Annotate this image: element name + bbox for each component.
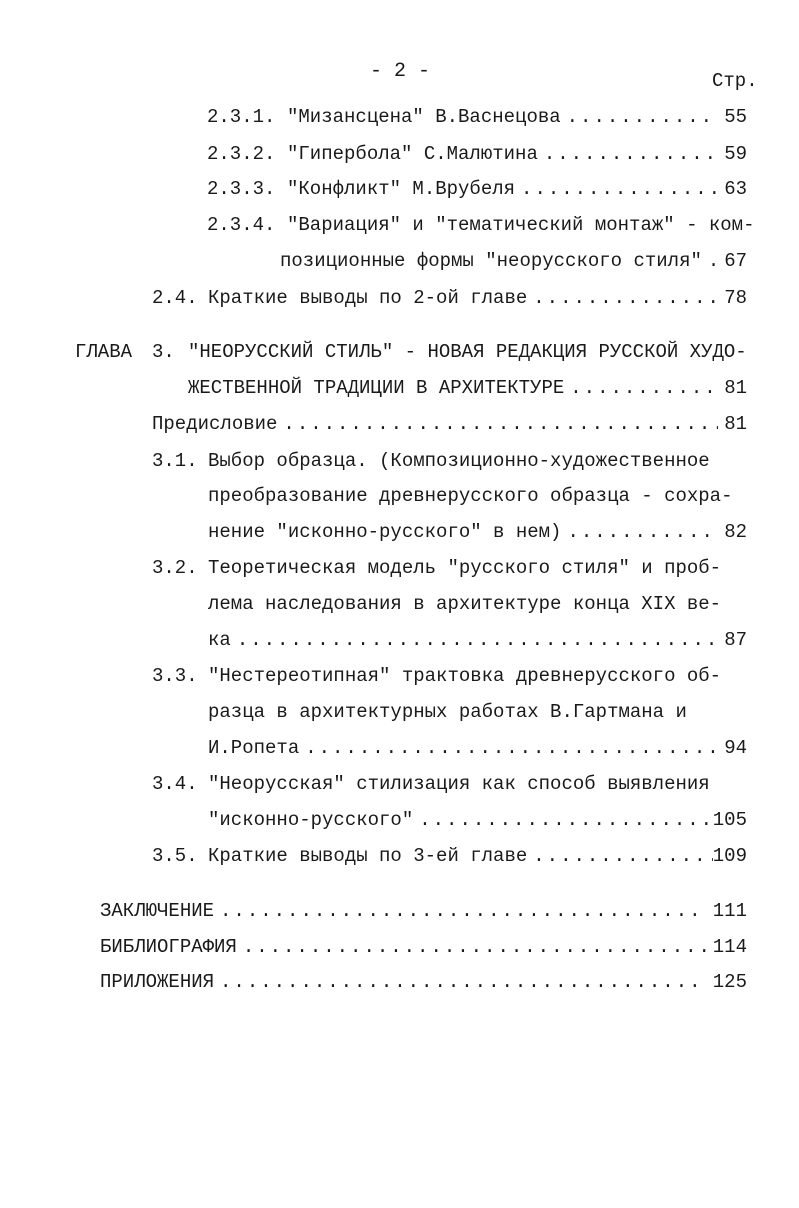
toc-entry-bibliography [100, 938, 747, 957]
toc-page: 82 [724, 521, 747, 543]
toc-leader-dots [419, 811, 713, 830]
toc-page: 87 [724, 629, 747, 651]
toc-page: 81 [724, 377, 747, 399]
chapter-label: ГЛАВА [75, 341, 133, 363]
toc-num-2-3-2: 2.3.2. [207, 143, 276, 165]
toc-num-3-5: 3.5. [152, 845, 198, 867]
toc-entry-3-5 [208, 847, 747, 866]
toc-title: Предисловие [152, 413, 278, 435]
toc-entry-3-4 [208, 811, 747, 830]
toc-title: БИБЛИОГРАФИЯ [100, 936, 237, 958]
toc-leader-dots [305, 739, 718, 758]
chapter-num: 3. [152, 341, 175, 363]
toc-entry-chapter-3 [188, 379, 747, 398]
toc-leader-dots [533, 289, 718, 308]
toc-page: 55 [724, 106, 747, 128]
toc-num-2-3-1: 2.3.1. [207, 106, 276, 128]
toc-title: ЗАКЛЮЧЕНИЕ [100, 900, 215, 922]
toc-leader-dots [220, 902, 707, 921]
toc-gap [708, 252, 718, 271]
toc-num-3-4: 3.4. [152, 773, 198, 795]
toc-title-line1: "Вариация" и "тематический монтаж" - ком- [287, 214, 755, 236]
toc-page: 109 [712, 845, 747, 867]
page-number: - 2 - [370, 60, 431, 83]
toc-leader-dots [570, 379, 718, 398]
toc-entry-2-3-3 [287, 180, 747, 199]
toc-page: 114 [712, 936, 747, 958]
chapter-title-line1: "НЕОРУССКИЙ СТИЛЬ" - НОВАЯ РЕДАКЦИЯ РУССКОЙ ХУДО- [188, 341, 747, 363]
toc-entry-preface [152, 415, 747, 434]
toc-title-line1: "Неорусская" стилизация как способ выявления [208, 773, 710, 795]
toc-title: Краткие выводы по 2-ой главе [208, 287, 528, 309]
toc-leader-dots [567, 108, 719, 127]
toc-title-line2: преобразование древнерусского образца - сохра- [208, 485, 733, 507]
toc-title: Краткие выводы по 3-ей главе [208, 845, 528, 867]
toc-title: "Гипербола" С.Малютина [287, 143, 538, 165]
toc-page: 94 [724, 737, 747, 759]
toc-title-line2: лема наследования в архитектуре конца XIX ве- [208, 593, 722, 615]
toc-leader-dots [521, 180, 718, 199]
toc-page: 125 [712, 971, 747, 993]
toc-entry-2-3-4 [280, 252, 747, 271]
toc-title-line2: разца в архитектурных работах В.Гартмана и [208, 701, 687, 723]
toc-title-line1: "Нестереотипная" трактовка древнерусского об- [208, 665, 722, 687]
toc-page: 105 [712, 809, 747, 831]
chapter-title-line2: ЖЕСТВЕННОЙ ТРАДИЦИИ В АРХИТЕКТУРЕ [188, 377, 565, 399]
toc-num-3-1: 3.1. [152, 450, 198, 472]
toc-entry-conclusion [100, 902, 747, 921]
toc-page: 111 [712, 900, 747, 922]
toc-title-line3: нение "исконно-русского" в нем) [208, 521, 562, 543]
toc-page: 63 [724, 178, 747, 200]
toc-leader-dots [533, 847, 713, 866]
toc-num-3-2: 3.2. [152, 557, 198, 579]
toc-title: "Мизансцена" В.Васнецова [287, 106, 561, 128]
toc-title-line3: ка [208, 629, 231, 651]
toc-page: 78 [724, 287, 747, 309]
page-column-label: Стр. [712, 70, 758, 92]
toc-entry-2-3-2 [287, 145, 747, 164]
toc-num-3-3: 3.3. [152, 665, 198, 687]
toc-entry-3-1 [208, 523, 747, 542]
toc-leader-dots [283, 415, 718, 434]
toc-title-line1: Выбор образца. (Композиционно-художественное [208, 450, 710, 472]
toc-entry-2-4 [208, 289, 747, 308]
toc-title: ПРИЛОЖЕНИЯ [100, 971, 215, 993]
toc-title-line3: И.Ропета [208, 737, 300, 759]
toc-leader-dots [567, 523, 718, 542]
toc-entry-3-3 [208, 739, 747, 758]
toc-title-line1: Теоретическая модель "русского стиля" и проб- [208, 557, 722, 579]
toc-leader-dots [237, 631, 718, 650]
toc-title-line2: позиционные формы "неорусского стиля" [280, 250, 702, 272]
toc-num-2-3-3: 2.3.3. [207, 178, 276, 200]
toc-title-line2: "исконно-русского" [208, 809, 414, 831]
toc-num-2-4: 2.4. [152, 287, 198, 309]
toc-entry-appendix [100, 973, 747, 992]
toc-entry-2-3-1 [287, 108, 747, 127]
toc-leader-dots [544, 145, 718, 164]
toc-page: 67 [724, 250, 747, 272]
toc-leader-dots [220, 973, 707, 992]
toc-num-2-3-4: 2.3.4. [207, 214, 276, 236]
toc-leader-dots [243, 938, 707, 957]
toc-page: 59 [724, 143, 747, 165]
toc-page: 81 [724, 413, 747, 435]
toc-title: "Конфликт" М.Врубеля [287, 178, 516, 200]
toc-entry-3-2 [208, 631, 747, 650]
